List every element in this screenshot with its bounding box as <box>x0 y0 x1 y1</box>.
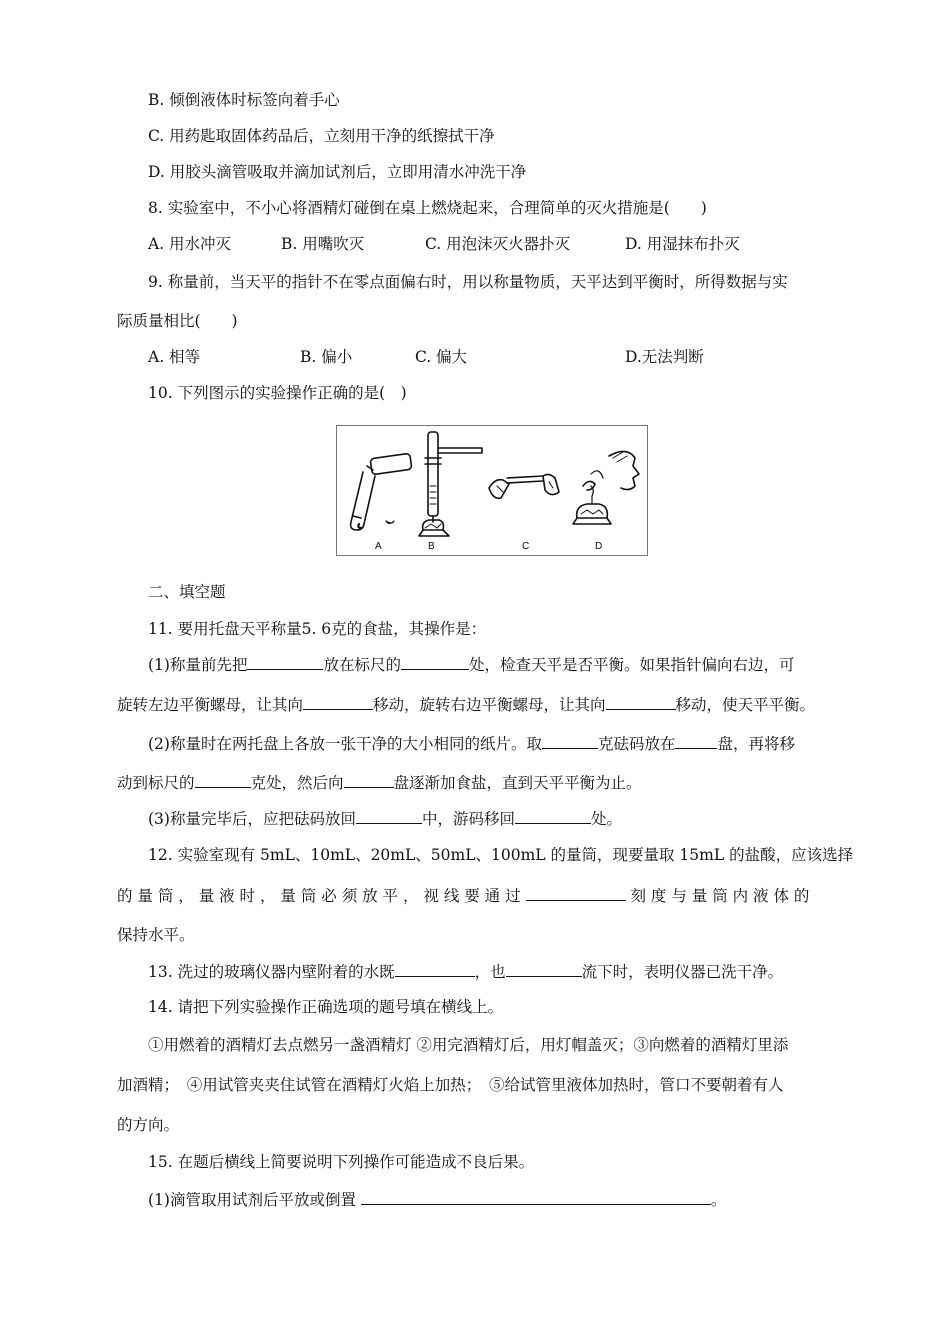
q15-p1-text-b: 。 <box>710 1191 727 1209</box>
q9-option-a: A. 相等 <box>148 348 201 366</box>
q11-p2-text-f: 盘逐渐加食盐，直到天平平衡为止。 <box>393 774 642 792</box>
q8-stem: 8. 实验室中，不小心将酒精灯碰倒在桌上燃烧起来，合理简单的灭火措施是( ) <box>148 199 707 217</box>
answer-blank[interactable] <box>247 654 323 670</box>
q9-option-b: B. 偏小 <box>300 348 353 366</box>
q11-part2-line2 <box>117 772 642 793</box>
figure-label-b: B <box>428 541 435 552</box>
q8-option-d: D. 用湿抹布扑灭 <box>625 235 740 253</box>
answer-blank[interactable] <box>195 772 251 788</box>
answer-blank[interactable] <box>606 694 676 710</box>
figure-a-drawing <box>351 453 412 530</box>
q13-text-c: 流下时，表明仪器已洗干净。 <box>581 963 784 981</box>
q11-part1-line2 <box>117 694 815 715</box>
experiment-illustration <box>337 426 649 557</box>
q13 <box>148 961 783 982</box>
q11-p1-text-b: 放在标尺的 <box>323 656 401 674</box>
answer-blank[interactable] <box>675 733 717 749</box>
q15-stem: 15. 在题后横线上简要说明下列操作可能造成不良后果。 <box>148 1153 535 1171</box>
q9-option-d: D.无法判断 <box>625 348 704 366</box>
q11-p1-text-e: 移动，旋转右边平衡螺母，让其向 <box>373 696 606 714</box>
q7-option-b: B. 倾倒液体时标签向着手心 <box>148 91 340 109</box>
q15-p1-text-a: (1)滴管取用试剂后平放或倒置 <box>148 1191 356 1209</box>
q11-p2-text-b: 克砝码放在 <box>597 735 676 753</box>
q12-line1: 12. 实验室现有 5mL、10mL、20mL、50mL、100mL 的量筒，现要量取 15mL 的盐酸，应该选择 <box>148 846 854 864</box>
q9-option-c: C. 偏大 <box>415 348 468 366</box>
section-title: 二、填空题 <box>148 583 226 601</box>
q8-option-c: C. 用泡沫灭火器扑灭 <box>425 235 571 253</box>
answer-blank[interactable] <box>344 772 394 788</box>
q11-p2-text-a: (2)称量时在两托盘上各放一张干净的大小相同的纸片。取 <box>148 735 542 753</box>
q11-p1-text-d: 旋转左边平衡螺母，让其向 <box>117 696 304 714</box>
q14-stem: 14. 请把下列实验操作正确选项的题号填在横线上。 <box>148 998 504 1016</box>
answer-blank[interactable] <box>401 654 469 670</box>
q7-option-d: D. 用胶头滴管吸取并滴加试剂后，立即用清水冲洗干净 <box>148 163 527 181</box>
q14-line3: 的方向。 <box>117 1116 180 1134</box>
figure-label-d: D <box>595 541 603 552</box>
q11-stem: 11. 要用托盘天平称量5. 6克的食盐，其操作是： <box>148 620 487 638</box>
q12-line2 <box>117 885 809 906</box>
q15-part1 <box>148 1189 726 1210</box>
q11-part1-line1 <box>148 654 795 675</box>
answer-blank[interactable] <box>515 808 591 824</box>
q7-option-c: C. 用药匙取固体药品后，立刻用干净的纸擦拭干净 <box>148 127 495 145</box>
figure-d-drawing <box>573 451 639 524</box>
q11-part3 <box>148 808 622 829</box>
figure-c-drawing <box>489 474 559 498</box>
answer-blank[interactable] <box>361 1189 711 1205</box>
q11-p3-text-c: 处。 <box>590 810 622 828</box>
q11-p2-text-d: 动到标尺的 <box>117 774 195 792</box>
figure-b-drawing <box>419 432 482 536</box>
q8-option-a: A. 用水冲灭 <box>148 235 232 253</box>
q8-option-b: B. 用嘴吹灭 <box>281 235 365 253</box>
q13-text-b: ，也 <box>474 963 506 981</box>
answer-blank[interactable] <box>526 885 626 901</box>
answer-blank[interactable] <box>356 808 422 824</box>
q11-p1-text-c: 处，检查天平是否平衡。如果指针偏向右边，可 <box>468 656 795 674</box>
q11-p3-text-b: 中，游码移回 <box>421 810 515 828</box>
figure-label-c: C <box>522 541 530 552</box>
q11-p1-text-a: (1)称量前先把 <box>148 656 248 674</box>
q9-stem-line2: 际质量相比( ) <box>117 312 238 330</box>
q12-text-a: 的 量 筒 ， 量 液 时 ， 量 筒 必 须 放 平 ， 视 线 要 通 过 <box>117 887 521 905</box>
q14-line2: 加酒精； ④用试管夹夹住试管在酒精灯火焰上加热； ⑤给试管里液体加热时，管口不要朝着有人 <box>117 1076 784 1094</box>
q10-stem: 10. 下列图示的实验操作正确的是( ) <box>148 384 407 402</box>
q11-p3-text-a: (3)称量完毕后，应把砝码放回 <box>148 810 356 828</box>
experiment-figure <box>336 425 648 556</box>
q13-text-a: 13. 洗过的玻璃仪器内壁附着的水既 <box>148 963 395 981</box>
q11-p2-text-c: 盘，再将移 <box>717 735 795 753</box>
answer-blank[interactable] <box>506 961 582 977</box>
q12-line3: 保持水平。 <box>117 926 195 944</box>
answer-blank[interactable] <box>542 733 598 749</box>
q11-part2-line1 <box>148 733 795 754</box>
q11-p1-text-f: 移动，使天平平衡。 <box>675 696 816 714</box>
answer-blank[interactable] <box>303 694 373 710</box>
answer-blank[interactable] <box>395 961 475 977</box>
figure-label-a: A <box>375 541 382 552</box>
q14-line1: ①用燃着的酒精灯去点燃另一盏酒精灯 ②用完酒精灯后，用灯帽盖灭；③向燃着的酒精灯里添 <box>148 1036 789 1054</box>
q12-text-b: 刻 度 与 量 筒 内 液 体 的 <box>630 887 810 905</box>
q9-stem-line1: 9. 称量前，当天平的指针不在零点面偏右时，用以称量物质，天平达到平衡时，所得数据与实 <box>148 273 788 291</box>
q11-p2-text-e: 克处，然后向 <box>250 774 344 792</box>
